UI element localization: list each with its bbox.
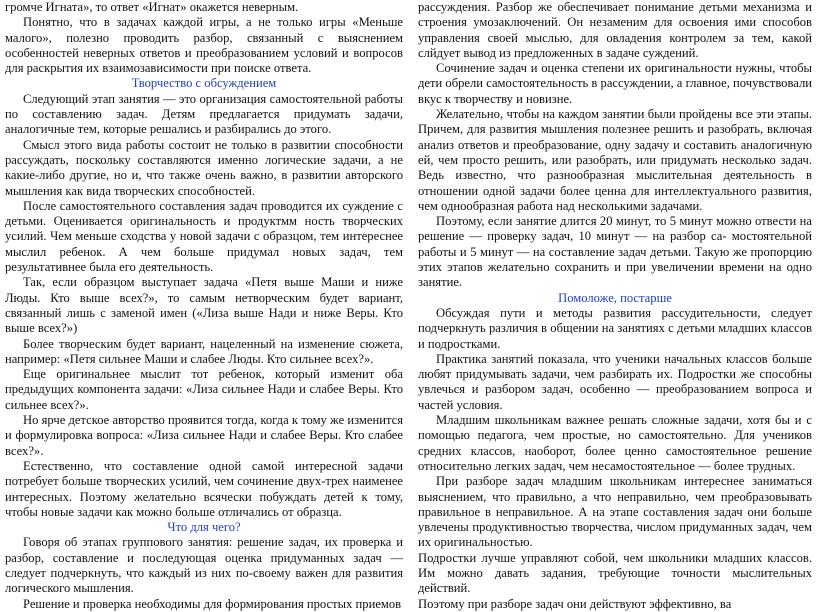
paragraph: Желательно, чтобы на каждом занятии были пройдены все эти этапы. Причем, для развития мышления полезнее решить и разобрать, включая анализ ответов и преобразование, одну задачу и составить аналогичную ей, чем просто решить, или разобрать, или придумать несколько задач. Ведь известно, что разнообразная мыслительная деятельность в отношении одной задачи более ценна для интеллектуального развития, чем однообразная работа над несколькими задачами. <box>418 107 812 213</box>
paragraph: Говоря об этапах группового занятия: решение задач, их проверка и разбор, составление и последующая оценка придуманных задач — следует подчеркнуть, что каждый из них по-своему важен для развития логического мышления. <box>5 535 403 596</box>
paragraph: Естественно, что составление одной самой интересной задачи потребует больше творческих усилий, чем сочинение двух-трех наименее интересных. Поэтому желательно всячески побуждать детей к тому, чтобы новые задачи как можно больше отличались от образца. <box>5 458 403 519</box>
left-text-column <box>5 0 403 611</box>
paragraph: громче Игната», то ответ «Игнат» окажется неверным. <box>5 0 299 14</box>
paragraph: Поэтому, если занятие длится 20 минут, то 5 минут можно отвести на решение — проверку задач, 10 минут — на разбор са- мостоятельной работы и 5 минут — на составление задач детьми. Такую же пропорцию этих этапов желательно сохранить и при увеличении времени на одно занятие. <box>418 214 812 290</box>
paragraph: Обсуждая пути и методы развития рассудительности, следует подчеркнуть различия в общении на занятиях с детьми младших классов и подростками. <box>418 305 812 351</box>
paragraph: Практика занятий показала, что ученики начальных классов больше любят придумывать задачи, чем разбирать их. Подростки же способны увлечься и разбором задач, особенно — преобразованием вопроса и частей условия. <box>418 351 812 412</box>
paragraph: Понятно, что в задачах каждой игры, а не только игры «Меньше малого», полезно проводить разбор, связанный с выяснением особенностей неверных ответов и преобразованием условий и вопросов для раскрытия их взаимозависимости при поиске ответа. <box>5 15 403 76</box>
paragraph: Сочинение задач и оценка степени их оригинальности нужны, чтобы дети обрели самостоятельность в рассуждении, а главное, почувствовали вкус к творчеству и новизне. <box>418 61 812 106</box>
paragraph: рассуждения. Разбор же обеспечивает понимание детьми механизма и строения умозаключений. Он незаменим для освоения ими способов управления своей мыслью, для овладения контролем за тем, какой слйдует вывод из предложенных в задаче суждений. <box>418 0 812 60</box>
paragraph: Еще оригинальнее мыслит тот ребенок, который изменит оба предыдущих компонента задачи: «Лиза сильнее Нади и слабее Веры. Кто сильнее всех?». <box>5 367 403 412</box>
paragraph: Следующий этап занятия — это организация самостоятельной работы по составлению задач. Детям предлагается придумать задачи, аналогичные тем, которые решались и разбирались до этого. <box>5 91 403 137</box>
paragraph: Но ярче детское авторство проявится тогда, когда к тому же изменится и формулировка вопроса: «Лиза сильнее Нади и слабее Веры. Кто слабее всех?». <box>5 413 403 458</box>
paragraph: При разборе задач младшим школьникам интереснее заниматься выяснением, что правильно, а что неправильно, чем преобразовывать правильное в неправильное. А на этапе составления задач они больше увлечены продуктивностью творчества, числом придуманных задач, чем их оригинальностью. <box>418 474 812 550</box>
paragraph: Поэтому при разборе задач они действуют эффективно, ва <box>418 596 732 611</box>
section-heading: Что для чего? <box>167 520 241 535</box>
section-heading: Творчество с обсуждением <box>131 76 277 91</box>
paragraph: Подростки лучше управляют собой, чем школьники младших классов. Им можно давать задания, требующие точности мыслительных действий. <box>418 550 812 596</box>
paragraph: После самостоятельного составления задач проводится их суждение с детьми. Оценивается оригинальность и продуктмм ность творческих усилий. Чем меньше сходства у новой задачи с образцом, тем интереснее мыслил ребенок. А чем больше придумал новых задач, тем результативнее была его деятельность. <box>5 198 403 275</box>
paragraph: Так, если образцом выступает задача «Петя выше Маши и ниже Люды. Кто выше всех?», то самым нетворческим будет вариант, связанный лишь с заменой имен («Лиза выше Нади и ниже Веры. Кто выше всех?») <box>5 275 403 336</box>
section-heading: Помоложе, постарше <box>558 290 672 305</box>
paragraph: Более творческим будет вариант, нацеленный на изменение сюжета, например: «Петя сильнее Маши и слабее Люды. Кто сильнее всех?». <box>5 336 403 366</box>
paragraph: Решение и проверка необходимы для формирования простых приемов <box>23 596 402 611</box>
paragraph: Смысл этого вида работы состоит не только в развитии способности рассуждать, поскольку составляются именно логические задачи, а не какие-либо другие, но и, что также очень важно, в развитии авторского мышления как вида творческих способностей. <box>5 137 403 198</box>
right-text-column <box>418 0 812 611</box>
paragraph: Младшим школьникам важнее решать сложные задачи, хотя бы и с помощью педагога, чем простые, но самостоятельно. Для учеников средних классов, наоборот, более ценно самостоятельное решение относительно легких задач, чем несамостоятельное — более трудных. <box>418 413 812 473</box>
